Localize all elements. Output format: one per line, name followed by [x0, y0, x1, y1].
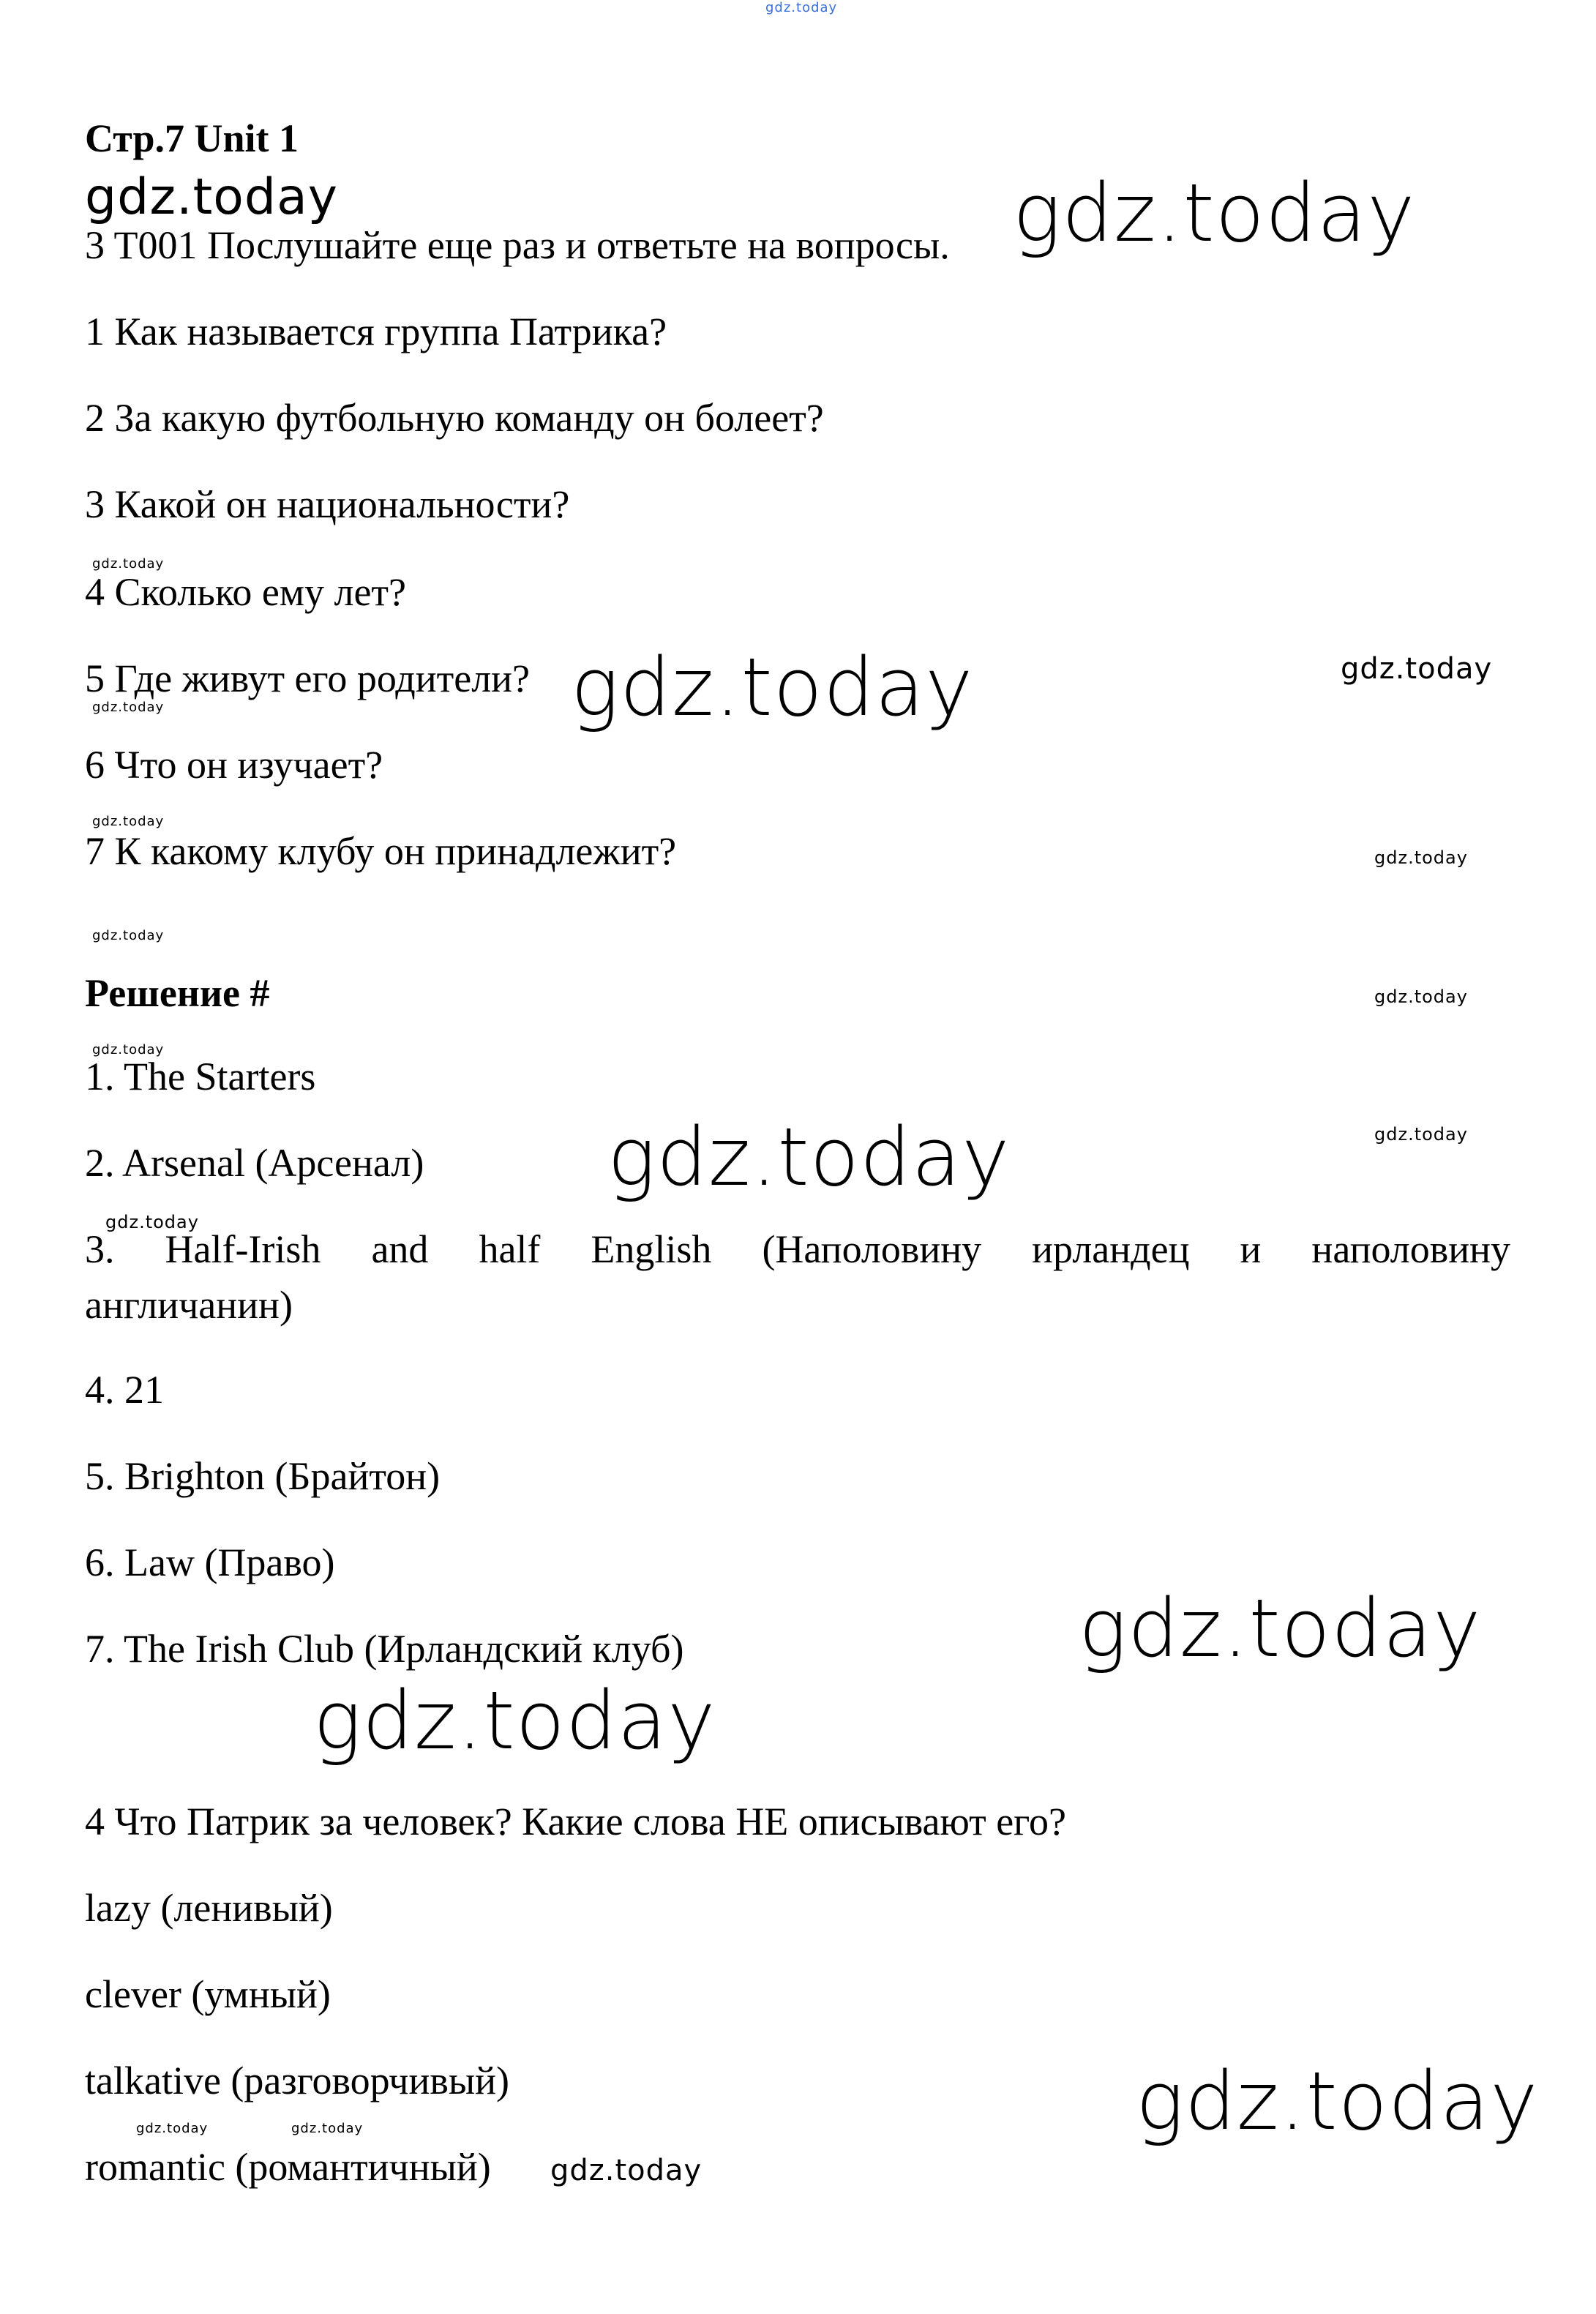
question-4: 4 Сколько ему лет? [85, 570, 406, 614]
watermark: gdz.today [550, 2154, 703, 2187]
watermark: gdz.today [92, 928, 165, 943]
answer-2: 2. Arsenal (Арсенал) [85, 1141, 424, 1185]
watermark: gdz.today [92, 814, 165, 829]
watermark: gdz.today [607, 1110, 1011, 1204]
watermark: gdz.today [1341, 652, 1493, 686]
watermark: gdz.today [765, 0, 838, 15]
solution-heading: Решение # [85, 971, 270, 1015]
exercise-4-instruction: 4 Что Патрик за человек? Какие слова НЕ описывают его? [85, 1800, 1066, 1843]
watermark: gdz.today [92, 1042, 165, 1057]
word-4: romantic (романтичный) [85, 2145, 491, 2189]
watermark: gdz.today [136, 2121, 209, 2136]
watermark: gdz.today [85, 168, 338, 226]
question-2: 2 За какую футбольную команду он болеет? [85, 396, 824, 440]
word-1: lazy (ленивый) [85, 1886, 333, 1930]
answer-3-continued: англичанин) [85, 1283, 293, 1327]
watermark: gdz.today [313, 1674, 716, 1767]
answer-6: 6. Law (Право) [85, 1540, 335, 1584]
watermark: gdz.today [92, 556, 165, 572]
question-1: 1 Как называется группа Патрика? [85, 310, 667, 353]
answer-5: 5. Brighton (Брайтон) [85, 1454, 441, 1498]
question-3: 3 Какой он национальности? [85, 482, 570, 526]
watermark: gdz.today [571, 640, 974, 734]
watermark: gdz.today [1013, 166, 1416, 260]
answer-3: 3. Half-Irish and half English (Наполовину ирландец и наполовину [85, 1227, 1510, 1271]
watermark: gdz.today [1374, 1124, 1468, 1145]
question-5: 5 Где живут его родители? [85, 656, 531, 700]
watermark: gdz.today [1136, 2054, 1539, 2148]
word-3: talkative (разговорчивый) [85, 2059, 509, 2103]
watermark: gdz.today [1079, 1581, 1482, 1675]
exercise-3-instruction: 3 T001 Послушайте еще раз и ответьте на вопросы. [85, 223, 950, 267]
word-2: clever (умный) [85, 1972, 331, 2016]
page-title: Стр.7 Unit 1 [85, 116, 299, 160]
question-6: 6 Что он изучает? [85, 743, 383, 787]
watermark: gdz.today [1374, 986, 1468, 1007]
answer-4: 4. 21 [85, 1368, 164, 1412]
question-7: 7 К какому клубу он принадлежит? [85, 829, 677, 873]
answer-7: 7. The Irish Club (Ирландский клуб) [85, 1627, 684, 1671]
watermark: gdz.today [92, 700, 165, 715]
answer-1: 1. The Starters [85, 1055, 316, 1098]
watermark: gdz.today [291, 2121, 364, 2136]
watermark: gdz.today [1374, 847, 1468, 868]
watermark: gdz.today [105, 1212, 199, 1232]
